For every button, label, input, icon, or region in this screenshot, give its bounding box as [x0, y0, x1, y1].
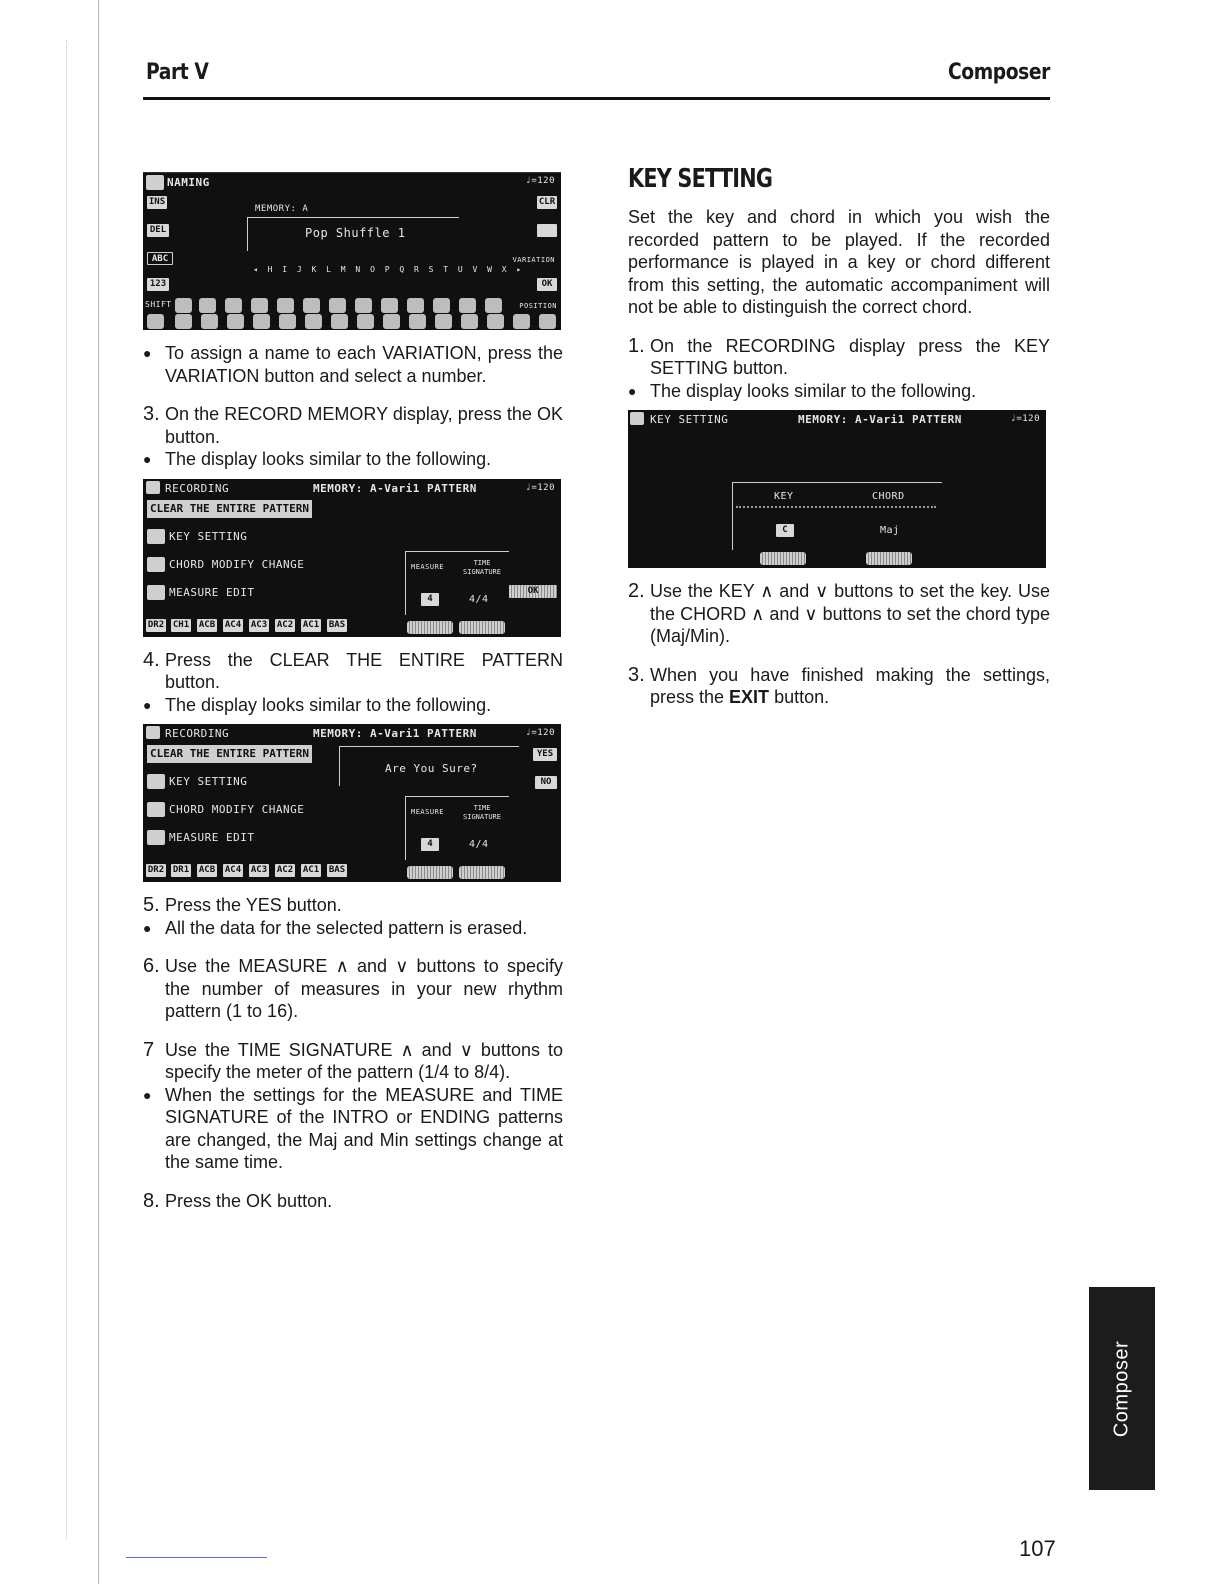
menu-icon: [147, 557, 165, 572]
del-button[interactable]: DEL: [147, 224, 169, 237]
soft-key[interactable]: [199, 298, 216, 313]
step-text: Press the CLEAR THE ENTIRE PATTERN button.: [165, 649, 563, 692]
soft-key[interactable]: [435, 314, 452, 329]
key-updown[interactable]: [760, 552, 806, 565]
key-setting-button[interactable]: KEY SETTING: [169, 775, 248, 788]
step-text-part: button.: [769, 687, 830, 707]
step-text: Press the OK button.: [165, 1190, 333, 1211]
memory-label: MEMORY: A-Vari1 PATTERN: [313, 727, 477, 740]
track-button[interactable]: AC4: [224, 619, 242, 630]
time-sig-value: 4/4: [469, 839, 489, 850]
recording-title: RECORDING: [165, 481, 230, 495]
recording-screen: [143, 479, 561, 637]
step-number: 7: [143, 1038, 155, 1061]
key-setting-screen: [628, 410, 1046, 568]
step-text: On the RECORDING display press the KEY SETTING button.: [650, 335, 1050, 378]
bullet-variation: ● To assign a name to each VARIATION, press the VARIATION button and select a number.: [143, 343, 563, 386]
margin-dots: [66, 40, 67, 1540]
track-button[interactable]: AC2: [276, 865, 294, 875]
step-4: [143, 649, 563, 694]
no-button[interactable]: NO: [535, 776, 557, 789]
soft-key[interactable]: [433, 298, 450, 313]
soft-key[interactable]: [459, 298, 476, 313]
step-text: [650, 664, 1050, 709]
soft-key[interactable]: [485, 298, 502, 313]
left-column: [143, 172, 563, 1212]
soft-key[interactable]: [539, 314, 556, 329]
measure-edit-button[interactable]: MEASURE EDIT: [169, 585, 255, 599]
measure-value: 4: [421, 838, 439, 851]
step-3: [143, 403, 563, 448]
soft-key[interactable]: [279, 314, 296, 329]
track-button[interactable]: DR2: [147, 865, 165, 875]
track-button[interactable]: BAS: [328, 619, 346, 630]
step-number: 2.: [628, 580, 645, 602]
tempo: ♩=120: [525, 728, 555, 738]
step-number: 8.: [143, 1189, 160, 1212]
measure-value: 4: [421, 593, 439, 606]
bullet-erased: ● All the data for the selected pattern is erased.: [143, 917, 563, 940]
bullet-display: ● The display looks similar to the following.: [143, 694, 563, 717]
memory-label: MEMORY: A-Vari1 PATTERN: [313, 481, 477, 495]
bullet-text: The display looks similar to the following.: [165, 449, 492, 469]
track-button[interactable]: AC2: [276, 619, 294, 630]
soft-key[interactable]: [175, 314, 192, 329]
measure-updown[interactable]: [407, 866, 453, 879]
clear-pattern-button[interactable]: CLEAR THE ENTIRE PATTERN: [147, 500, 312, 518]
naming-screen: [143, 172, 561, 330]
menu-icon: [147, 529, 165, 544]
soft-key[interactable]: [225, 298, 242, 313]
soft-key[interactable]: [513, 314, 530, 329]
time-sig-value: 4/4: [469, 593, 489, 605]
track-button[interactable]: BAS: [328, 865, 346, 875]
bullet-text: The display looks similar to the following.: [650, 380, 977, 401]
step-number: 3.: [628, 663, 645, 686]
chord-label: CHORD: [872, 491, 905, 502]
confirm-screen: [143, 724, 561, 882]
step-8: [143, 1190, 563, 1213]
clr-button[interactable]: CLR: [538, 197, 556, 207]
measure-edit-button[interactable]: MEASURE EDIT: [169, 831, 255, 844]
key-setting-icon: [630, 412, 644, 425]
header-rule: [143, 97, 1050, 100]
soft-key[interactable]: [277, 298, 294, 313]
bullet-text: When the settings for the MEASURE and TIME SIGNATURE of the INTRO or ENDING patterns are changed, the Maj and Min settings change at the same time.: [165, 1084, 563, 1172]
menu-icon: [147, 802, 165, 817]
step-text: On the RECORD MEMORY display, press the OK button.: [165, 404, 563, 447]
time-sig-updown[interactable]: [459, 621, 505, 634]
step-6: [143, 955, 563, 1023]
chapter-tab-label: Composer: [1110, 1340, 1133, 1437]
soft-key[interactable]: [357, 314, 374, 329]
chord-value: Maj: [880, 525, 900, 536]
menu-icon: [147, 830, 165, 845]
soft-key[interactable]: [407, 298, 424, 313]
bullet-display: ● The display looks similar to the following.: [628, 380, 1050, 403]
header-chapter: Composer: [948, 60, 1050, 85]
intro-paragraph: Set the key and chord in which you wish the recorded pattern to be played. If the recorded performance is played in a key or chord different from this setting, the automatic accompaniment will not be able to distinguish the correct chord.: [628, 207, 1050, 317]
measure-label: MEASURE: [411, 808, 445, 816]
variation-label[interactable]: VARIATION: [512, 256, 555, 264]
alphabet-strip: ◂ H I J K L M N O P Q R S T U V W X ▸: [253, 265, 524, 274]
soft-key[interactable]: [461, 314, 478, 329]
right-column: [628, 164, 1050, 709]
track-button[interactable]: AC1: [302, 865, 320, 875]
measure-updown[interactable]: [407, 621, 453, 634]
tempo: ♩=120: [525, 482, 555, 493]
tempo: ♩=120: [525, 176, 555, 186]
key-label: KEY: [774, 491, 794, 502]
bottom-underline: [126, 1557, 267, 1558]
num-button[interactable]: 123: [147, 278, 169, 291]
soft-key[interactable]: [355, 298, 372, 313]
soft-key[interactable]: [305, 314, 322, 329]
track-button[interactable]: ACB: [198, 865, 216, 875]
track-button[interactable]: AC4: [224, 865, 242, 875]
soft-key[interactable]: [227, 314, 244, 329]
time-sig-label: TIME SIGNATURE: [463, 804, 501, 821]
bullet-text: All the data for the selected pattern is erased.: [165, 917, 528, 938]
chord-modify-button[interactable]: CHORD MODIFY CHANGE: [169, 803, 305, 816]
exit-button-ref: EXIT: [729, 687, 770, 707]
step-2: [628, 580, 1050, 648]
step-number: 4.: [143, 648, 160, 671]
name-field[interactable]: Pop Shuffle 1: [305, 226, 406, 240]
title-bar: [143, 172, 561, 173]
header-part: Part V: [146, 60, 209, 85]
dialog-text: Are You Sure?: [385, 762, 478, 775]
recording-icon: [146, 726, 160, 739]
soft-key[interactable]: [409, 314, 426, 329]
margin-line: [98, 0, 99, 1584]
naming-title: NAMING: [167, 176, 210, 189]
track-button[interactable]: AC1: [302, 619, 320, 630]
time-sig-label: TIME SIGNATURE: [463, 558, 501, 576]
bullet-text: To assign a name to each VARIATION, press the VARIATION button and select a number.: [165, 343, 563, 386]
ins-button[interactable]: INS: [148, 197, 166, 207]
memory-label: MEMORY: A: [255, 204, 309, 214]
position-label[interactable]: POSITION: [519, 302, 557, 310]
soft-key[interactable]: [253, 314, 270, 329]
key-value: C: [776, 524, 794, 537]
menu-icon: [147, 585, 165, 600]
time-sig-updown[interactable]: [459, 866, 505, 879]
track-button[interactable]: CH1: [172, 619, 190, 630]
step-text-part: When you have finished making the settings, press the: [650, 664, 1050, 707]
step-number: 5.: [143, 894, 160, 916]
abc-button[interactable]: ABC: [147, 252, 173, 265]
step-1: [628, 335, 1050, 380]
step-5: [143, 894, 563, 917]
bullet-text: The display looks similar to the following.: [165, 694, 492, 715]
menu-icon: [147, 774, 165, 789]
soft-key[interactable]: [381, 298, 398, 313]
soft-key[interactable]: [487, 314, 504, 329]
step-number: 1.: [628, 334, 645, 357]
ok-button[interactable]: OK: [537, 278, 557, 291]
track-button[interactable]: DR1: [172, 865, 190, 875]
key-setting-title: KEY SETTING: [650, 413, 729, 426]
soft-key[interactable]: [329, 298, 346, 313]
step-number: 6.: [143, 955, 160, 977]
naming-icon: [146, 175, 164, 190]
clear-pattern-button[interactable]: CLEAR THE ENTIRE PATTERN: [147, 745, 312, 763]
key-setting-button[interactable]: KEY SETTING: [169, 529, 248, 543]
step-text: Use the TIME SIGNATURE ∧ and ∨ buttons to specify the meter of the pattern (1/4 to 8/4).: [165, 1039, 563, 1082]
tempo: ♩=120: [1010, 414, 1040, 424]
bullet-settings: ● When the settings for the MEASURE and TIME SIGNATURE of the INTRO or ENDING patterns are changed, the Maj and Min settings change at the same time.: [143, 1084, 563, 1172]
soft-key[interactable]: [201, 314, 218, 329]
blank-button[interactable]: [537, 224, 557, 237]
measure-label: MEASURE: [411, 562, 445, 571]
soft-key[interactable]: [251, 298, 268, 313]
track-button[interactable]: ACB: [198, 619, 216, 630]
ok-button[interactable]: OK: [509, 585, 557, 598]
step-3-right: [628, 664, 1050, 709]
soft-key[interactable]: [331, 314, 348, 329]
shift-label[interactable]: SHIFT: [145, 300, 172, 309]
dotted-rule: [736, 506, 936, 508]
chord-updown[interactable]: [866, 552, 912, 565]
step-text: Use the KEY ∧ and ∨ buttons to set the key. Use the CHORD ∧ and ∨ buttons to set the chord type (Maj/Min).: [650, 581, 1050, 646]
memory-label: MEMORY: A-Vari1 PATTERN: [798, 413, 962, 426]
section-title: KEY SETTING: [628, 164, 773, 194]
track-button[interactable]: DR2: [147, 619, 165, 630]
track-button[interactable]: AC3: [250, 865, 268, 875]
page-number: 107: [1019, 1536, 1056, 1561]
key-chord-box: [732, 482, 942, 550]
yes-button[interactable]: YES: [533, 748, 557, 761]
chapter-tab: [1089, 1287, 1155, 1490]
bullet-display: ● The display looks similar to the following.: [143, 448, 563, 471]
soft-key[interactable]: [303, 298, 320, 313]
soft-key[interactable]: [175, 298, 192, 313]
recording-icon: [146, 481, 160, 494]
step-7: [143, 1039, 563, 1084]
step-number: 3.: [143, 403, 160, 425]
soft-key[interactable]: [383, 314, 400, 329]
step-text: Use the MEASURE ∧ and ∨ buttons to specify the number of measures in your new rhythm pattern (1 to 16).: [165, 956, 563, 1021]
chord-modify-button[interactable]: CHORD MODIFY CHANGE: [169, 557, 305, 571]
track-button[interactable]: AC3: [250, 619, 268, 630]
soft-key[interactable]: [147, 314, 164, 329]
recording-title: RECORDING: [165, 727, 230, 740]
step-text: Press the YES button.: [165, 895, 342, 915]
